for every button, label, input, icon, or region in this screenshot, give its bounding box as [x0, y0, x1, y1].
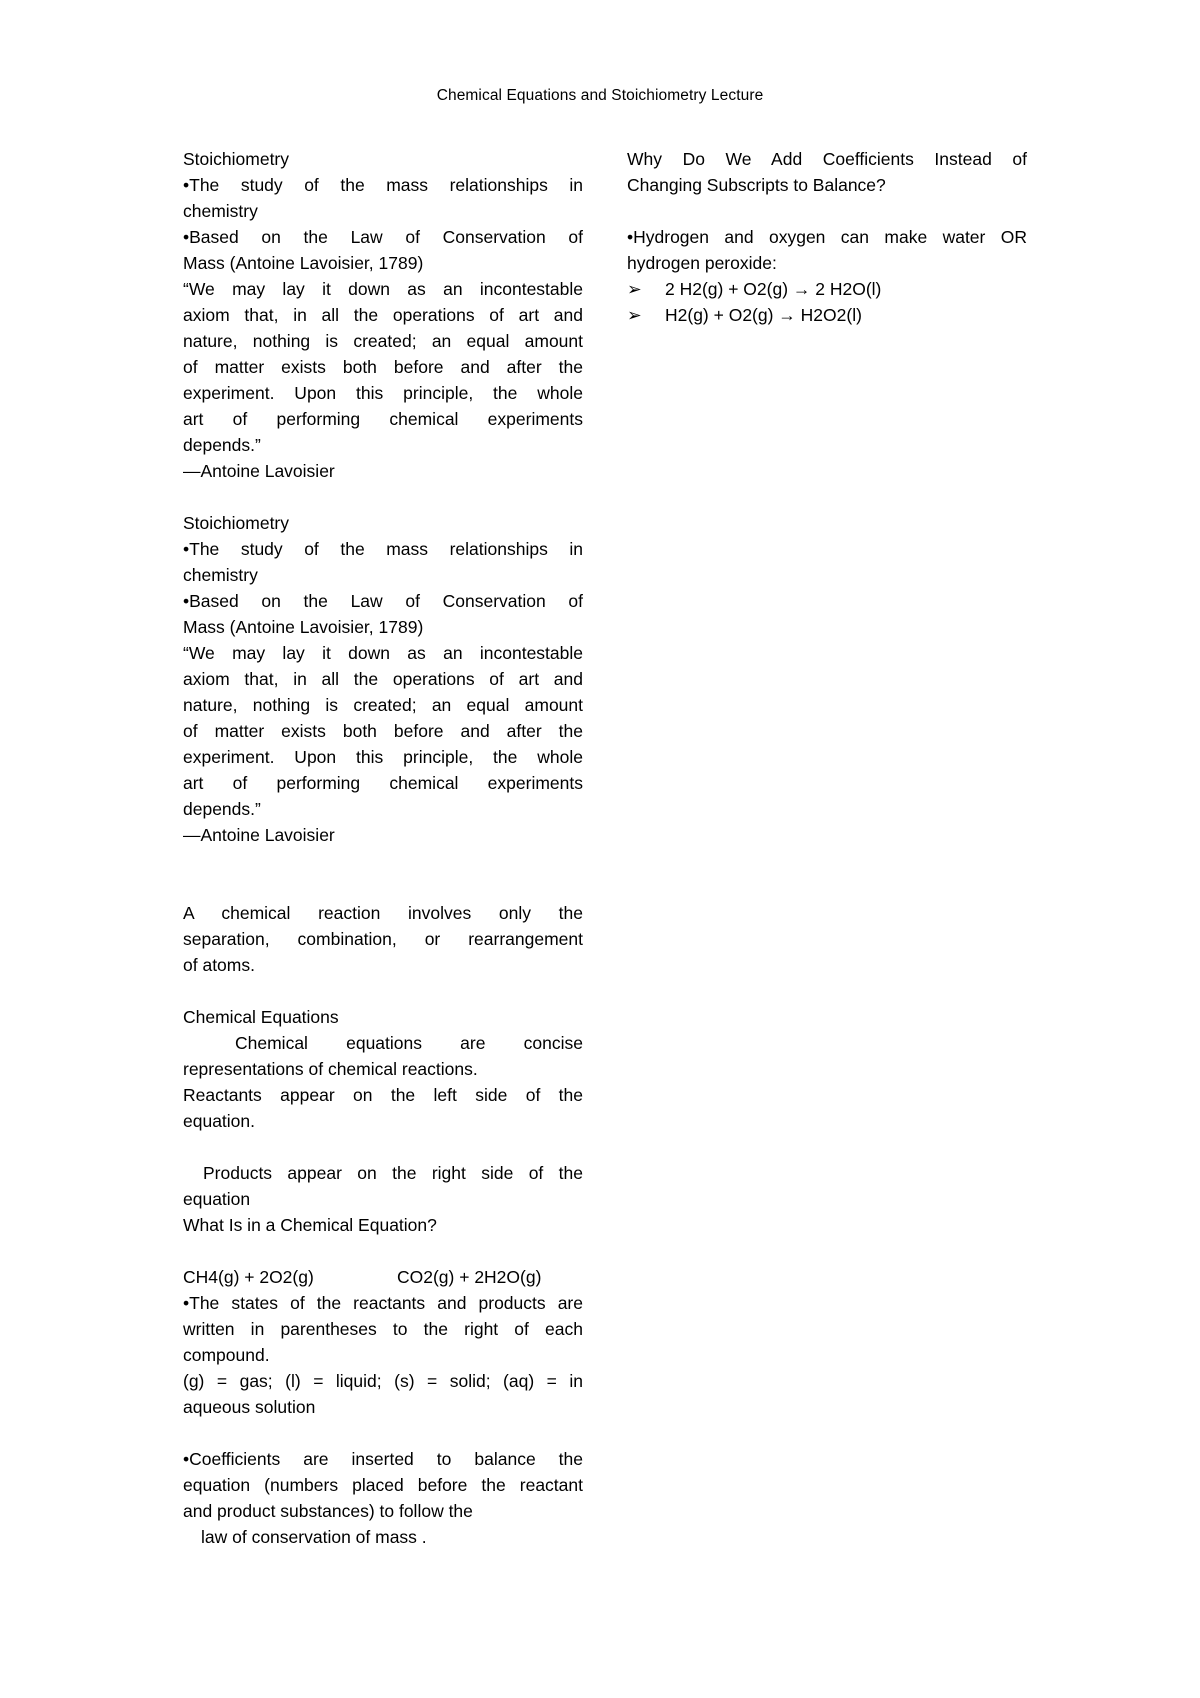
equation-list-item — [627, 302, 1027, 328]
page-title: Chemical Equations and Stoichiometry Lecture — [436, 87, 764, 104]
bullet-text: Mass (Antoine Lavoisier, 1789) — [183, 253, 424, 273]
equation-text: 2 H2(g) + O2(g) → 2 H2O(l) — [665, 279, 882, 299]
bullet-text: •Coefficients are inserted to balance the — [183, 1449, 583, 1469]
quote-line: “We may lay it down as an incontestable — [183, 643, 583, 663]
paragraph-line: equation — [183, 1189, 251, 1209]
quote-attribution: —Antoine Lavoisier — [183, 825, 335, 845]
equation-reactants: CH4(g) + 2O2(g) — [183, 1267, 314, 1287]
stoichiometry-section-2 — [183, 510, 583, 848]
bullet-text: compound. — [183, 1345, 270, 1365]
bullet-text: law of conservation of mass . — [201, 1527, 427, 1547]
quote-line: of matter exists both before and after the — [183, 357, 583, 377]
paragraph-line: equation. — [183, 1111, 256, 1131]
coefficients-section — [183, 1446, 583, 1550]
bullet-text: •The study of the mass relationships in — [183, 175, 583, 195]
right-column — [627, 146, 1027, 328]
bullet-text: and product substances) to follow the — [183, 1501, 473, 1521]
bullet-text: equation (numbers placed before the reactant — [183, 1475, 583, 1495]
quote-line: nature, nothing is created; an equal amount — [183, 331, 583, 351]
quote-line: art of performing chemical experiments — [183, 773, 583, 793]
quote-line: axiom that, in all the operations of art and — [183, 669, 583, 689]
paragraph-line: Reactants appear on the left side of the — [183, 1085, 583, 1105]
arrow-bullet-icon: ➢ — [627, 305, 642, 325]
bullet-text: chemistry — [183, 565, 258, 585]
bullet-text: written in parentheses to the right of each — [183, 1319, 583, 1339]
bullet-text: •Based on the Law of Conservation of — [183, 227, 583, 247]
quote-line: experiment. Upon this principle, the whole — [183, 383, 583, 403]
example-equation — [183, 1264, 583, 1290]
section-heading: Changing Subscripts to Balance? — [627, 175, 886, 195]
quote-line: experiment. Upon this principle, the whole — [183, 747, 583, 767]
bullet-text: •Hydrogen and oxygen can make water OR — [627, 227, 1027, 247]
quote-line: of matter exists both before and after the — [183, 721, 583, 741]
sub-heading: What Is in a Chemical Equation? — [183, 1215, 437, 1235]
stoichiometry-section-1 — [183, 146, 583, 484]
paragraph-line: A chemical reaction involves only the — [183, 903, 583, 923]
quote-line: art of performing chemical experiments — [183, 409, 583, 429]
section-heading: Stoichiometry — [183, 149, 290, 169]
equation-list-item — [627, 276, 1027, 302]
legend-line: (g) = gas; (l) = liquid; (s) = solid; (aq) = in — [183, 1371, 583, 1391]
quote-line: axiom that, in all the operations of art and — [183, 305, 583, 325]
paragraph-line: of atoms. — [183, 955, 255, 975]
bullet-text: •The study of the mass relationships in — [183, 539, 583, 559]
left-column — [183, 146, 583, 1550]
chemical-equations-section — [183, 1004, 583, 1238]
bullet-text: hydrogen peroxide: — [627, 253, 777, 273]
quote-line: “We may lay it down as an incontestable — [183, 279, 583, 299]
example-equation-section — [183, 1264, 583, 1420]
equation-text: H2(g) + O2(g) → H2O2(l) — [665, 305, 862, 325]
quote-line: depends.” — [183, 799, 261, 819]
legend-line: aqueous solution — [183, 1397, 316, 1417]
reaction-paragraph — [183, 900, 583, 978]
quote-line: depends.” — [183, 435, 261, 455]
bullet-text: Mass (Antoine Lavoisier, 1789) — [183, 617, 424, 637]
paragraph-line: separation, combination, or rearrangement — [183, 929, 583, 949]
quote-line: nature, nothing is created; an equal amount — [183, 695, 583, 715]
bullet-text: •Based on the Law of Conservation of — [183, 591, 583, 611]
paragraph-line: Products appear on the right side of the — [203, 1163, 583, 1183]
section-heading: Stoichiometry — [183, 513, 290, 533]
bullet-text: chemistry — [183, 201, 258, 221]
quote-attribution: —Antoine Lavoisier — [183, 461, 335, 481]
section-heading: Chemical Equations — [183, 1007, 339, 1027]
paragraph-line: representations of chemical reactions. — [183, 1059, 478, 1079]
section-heading: Why Do We Add Coefficients Instead of — [627, 149, 1027, 169]
equation-products: CO2(g) + 2H2O(g) — [397, 1267, 542, 1287]
arrow-bullet-icon: ➢ — [627, 279, 642, 299]
bullet-text: •The states of the reactants and products are — [183, 1293, 583, 1313]
paragraph-line: Chemical equations are concise — [235, 1033, 583, 1053]
